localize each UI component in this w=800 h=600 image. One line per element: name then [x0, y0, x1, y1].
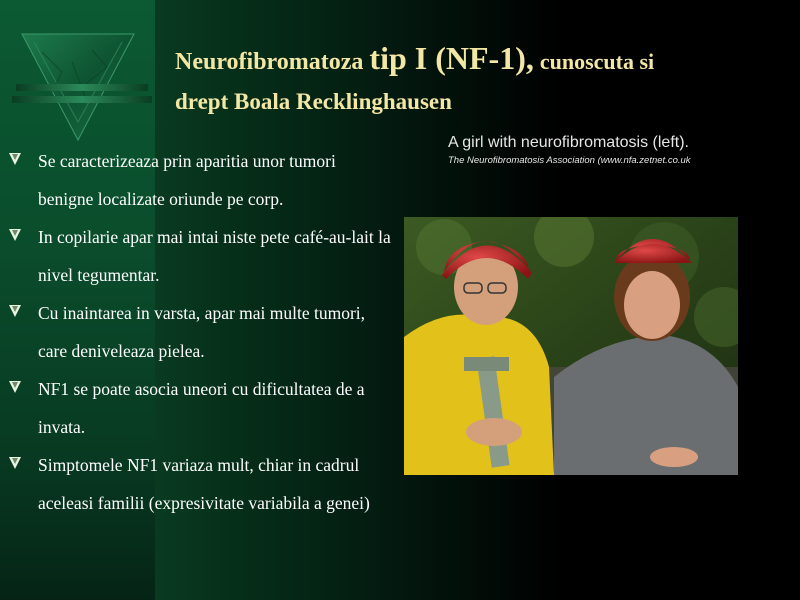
- arrowhead-bullet-icon: [8, 304, 22, 318]
- caption-source: The Neurofibromatosis Association (www.nfa.zetnet.co.uk: [448, 155, 691, 166]
- bullet-text: Cu inaintarea in varsta, apar mai multe tumori, care deniveleaza pielea.: [38, 303, 366, 361]
- photo-girls-with-helmets: [404, 217, 738, 475]
- bullet-text: NF1 se poate asocia uneori cu dificultatea de a invata.: [38, 379, 365, 437]
- photo-caption: [448, 134, 691, 166]
- bullet-item: [8, 370, 393, 446]
- title-part3: cunoscuta si: [539, 49, 655, 74]
- caption-text: A girl with neurofibromatosis (left).: [448, 134, 689, 151]
- bullet-text: Simptomele NF1 variaza mult, chiar in cadrul aceleasi familii (expresivitate variabila a genei): [38, 455, 370, 513]
- bullet-item: [8, 294, 393, 370]
- title-part2: tip I (NF-1),: [369, 40, 534, 76]
- bullet-text: In copilarie apar mai intai niste pete café-au-lait la nivel tegumentar.: [38, 227, 391, 285]
- bullet-list: [8, 142, 393, 522]
- arrowhead-bullet-icon: [8, 228, 22, 242]
- bullet-item: [8, 218, 393, 294]
- bullet-item: [8, 142, 393, 218]
- title-line2: drept Boala Recklinghausen: [175, 89, 452, 114]
- green-marble-triangle-logo: [12, 32, 152, 144]
- slide-title: [175, 38, 785, 122]
- arrowhead-bullet-icon: [8, 380, 22, 394]
- arrowhead-bullet-icon: [8, 456, 22, 470]
- bullet-item: [8, 446, 393, 522]
- bullet-text: Se caracterizeaza prin aparitia unor tumori benigne localizate oriunde pe corp.: [38, 151, 336, 209]
- arrowhead-bullet-icon: [8, 152, 22, 166]
- title-part1: Neurofibromatoza: [175, 49, 364, 75]
